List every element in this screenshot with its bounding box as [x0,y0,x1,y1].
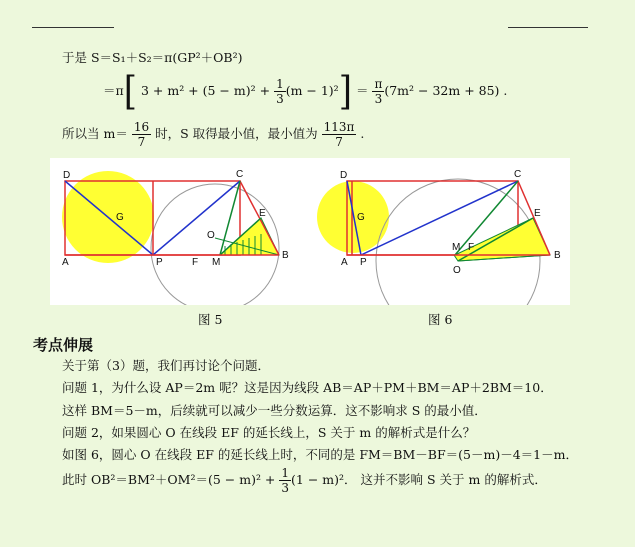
figure-6 [317,169,561,305]
formula-suffix: (7m² − 32m + 85) . [384,83,508,98]
top-rule-right [508,27,588,28]
fig6-label-d: D [340,170,348,181]
fig6-label-g: G [357,212,365,223]
left-bracket: [ [123,68,137,115]
formula-pi-equals: ＝π [103,83,124,98]
section-heading: 考点伸展 [33,336,94,354]
p6-prefix: 此时 OB²＝BM²＋OM²＝(5 − m)² + [62,472,276,487]
fig6-label-f: F [468,242,475,253]
fig6-label-m: M [452,242,461,253]
fig6-label-o: O [453,265,461,276]
fig5-pc [153,181,240,255]
paragraph-4: 问题 2，如果圆心 O 在线段 EF 的延长线上，S 关于 m 的解析式是什么？ [62,425,476,440]
geometry-figures [50,158,570,305]
figure-5 [62,169,289,305]
fig5-label-b: B [282,250,289,261]
paragraph-1: 关于第（3）题，我们再讨论个问题． [62,358,270,373]
paragraph-2: 问题 1，为什么设 AP＝2m 呢？这是因为线段 AB＝AP＋PM＋BM＝AP＋2BM＝10． [62,380,553,395]
figure-5-caption: 图 5 [198,312,223,327]
fig5-label-o: O [207,230,215,241]
min-prefix: 所以当 m＝ [62,126,128,141]
top-rule-left [32,27,114,28]
fig5-label-p: P [156,257,163,268]
fraction-113pi-7: $\frac{113\pi}{7}$ [323,120,355,149]
formula-line-2 [103,68,508,115]
figures-panel [50,158,570,305]
fraction-16-7: $\frac{16}{7}$ [133,120,150,149]
fig5-label-d: D [63,170,71,181]
fraction-pi-third: $\frac{\pi}{3}$ [374,77,383,106]
paragraph-3: 这样 BM＝5－m，后续就可以减少一些分数运算．这不影响求 S 的最小值． [62,403,487,418]
fig6-label-b: B [554,250,561,261]
p6-fraction-one-third: $\frac{1}{3}$ [281,466,290,495]
fig5-label-e: E [259,208,266,219]
formula-terms: 3 + m² + (5 − m)² + [140,83,271,98]
fig5-label-g: G [116,212,124,223]
min-mid: 时，S 取得最小值，最小值为 [155,126,318,141]
p6-suffix: 这并不影响 S 关于 m 的解析式． [360,472,547,487]
fig5-label-a: A [62,257,69,268]
right-bracket: ] [338,68,352,115]
fig6-label-p: P [360,257,367,268]
formula-line-1: 于是 S＝S₁＋S₂＝π(GP²＋OB²) [62,50,243,65]
fig5-label-m: M [212,257,221,268]
fig6-label-a: A [341,257,348,268]
fig5-label-f: F [192,257,199,268]
fig6-label-c: C [514,169,522,180]
fig5-label-c: C [236,169,244,180]
fraction-one-third: $\frac{1}{3}$ [276,77,284,106]
minimum-line [62,116,364,152]
paragraph-6 [62,462,547,498]
fig6-label-e: E [534,208,541,219]
formula-equals: ＝ [355,83,369,98]
paragraph-5: 如图 6，圆心 O 在线段 EF 的延长线上时，不同的是 FM＝BM－BF＝(5－m)－4＝1－m． [62,447,578,462]
figure-6-caption: 图 6 [428,312,453,327]
p6-mid: (1 − m)²． [291,472,357,487]
formula-mid: (m − 1)² [285,83,339,98]
min-suffix: . [360,126,365,141]
